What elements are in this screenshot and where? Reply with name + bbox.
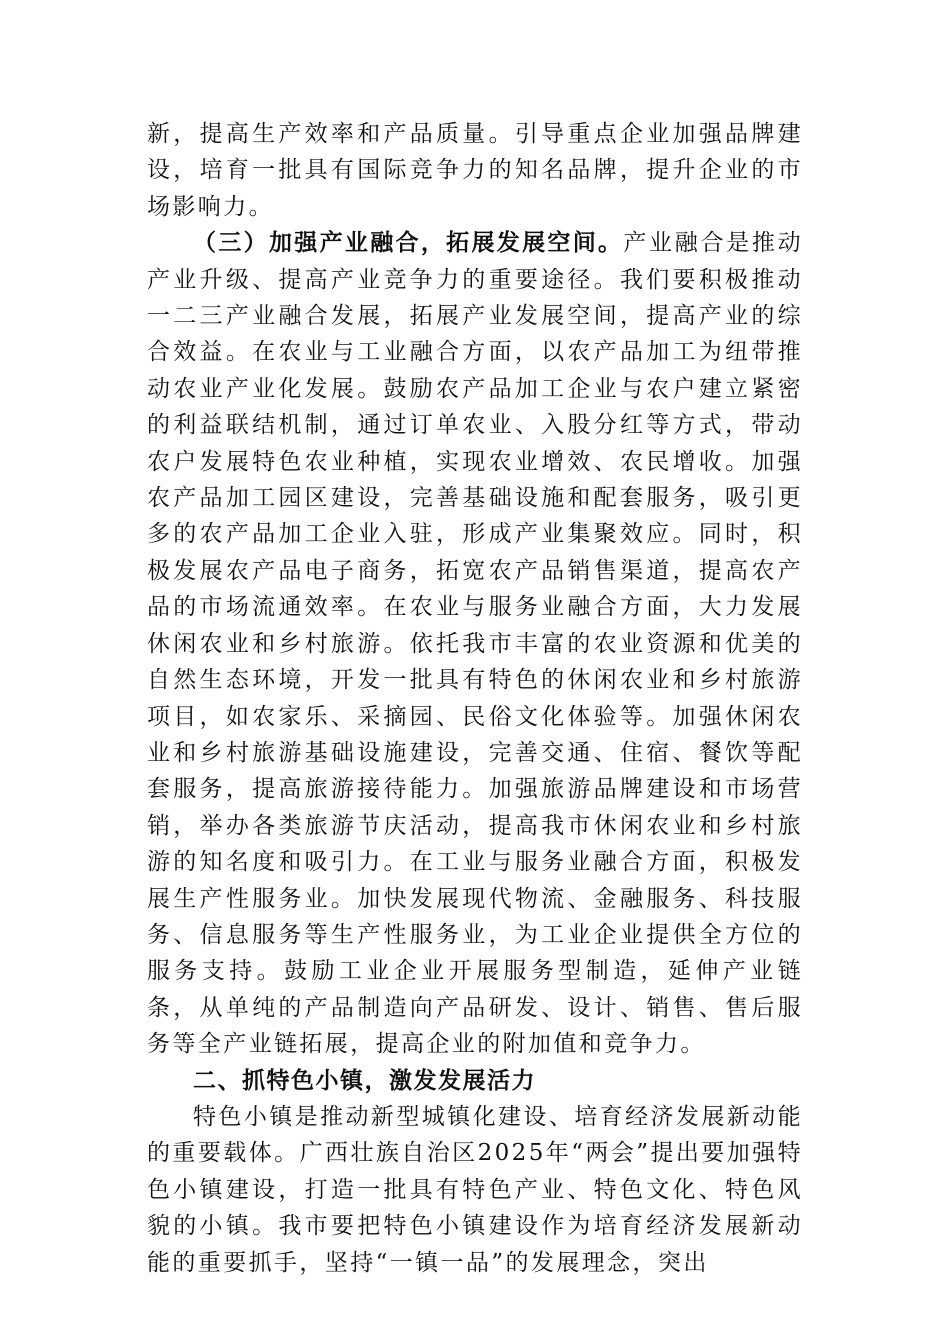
subsection-heading: （三）加强产业融合，拓展发展空间。 xyxy=(193,230,624,257)
paragraph-characteristic-towns: 特色小镇是推动新型城镇化建设、培育经济发展新动能的重要载体。广西壮族自治区2025年“两会”提出要加强特色小镇建设，打造一批具有特色产业、特色文化、特色风貌的小镇。我市要把特色小镇建设作为培育经济发展新动能的重要抓手，坚持“一镇一品”的发展理念，突出 xyxy=(147,1103,803,1276)
paragraph-continuation: 新，提高生产效率和产品质量。引导重点企业加强品牌建设，培育一批具有国际竞争力的知名品牌，提升企业的市场影响力。 xyxy=(147,121,803,220)
paragraph-industry-integration xyxy=(147,225,803,1062)
paragraph-body: 产业融合是推动产业升级、提高产业竞争力的重要途径。我们要积极推动一二三产业融合发展，拓展产业发展空间，提高产业的综合效益。在农业与工业融合方面，以农产品加工为纽带推动农业产业化发展。鼓励农产品加工企业与农户建立紧密的利益联结机制，通过订单农业、入股分红等方式，带动农户发展特色农业种植，实现农业增效、农民增收。加强农产品加工园区建设，完善基础设施和配套服务，吸引更多的农产品加工企业入驻，形成产业集聚效应。同时，积极发展农产品电子商务，拓宽农产品销售渠道，提高农产品的市场流通效率。在农业与服务业融合方面，大力发展休闲农业和乡村旅游。依托我市丰富的农业资源和优美的自然生态环境，开发一批具有特色的休闲农业和乡村旅游项目，如农家乐、采摘园、民俗文化体验等。加强休闲农业和乡村旅游基础设施建设，完善交通、住宿、餐饮等配套服务，提高旅游接待能力。加强旅游品牌建设和市场营销，举办各类旅游节庆活动，提高我市休闲农业和乡村旅游的知名度和吸引力。在工业与服务业融合方面，积极发展生产性服务业。加快发展现代物流、金融服务、科技服务、信息服务等生产性服务业，为工业企业提供全方位的服务支持。鼓励工业企业开展服务型制造，延伸产业链条，从单纯的产品制造向产品研发、设计、销售、售后服务等全产业链拓展，提高企业的附加值和竞争力。 xyxy=(147,230,803,1058)
section-heading: 二、抓特色小镇，激发发展活力 xyxy=(193,1067,536,1094)
document-body xyxy=(147,116,803,1281)
